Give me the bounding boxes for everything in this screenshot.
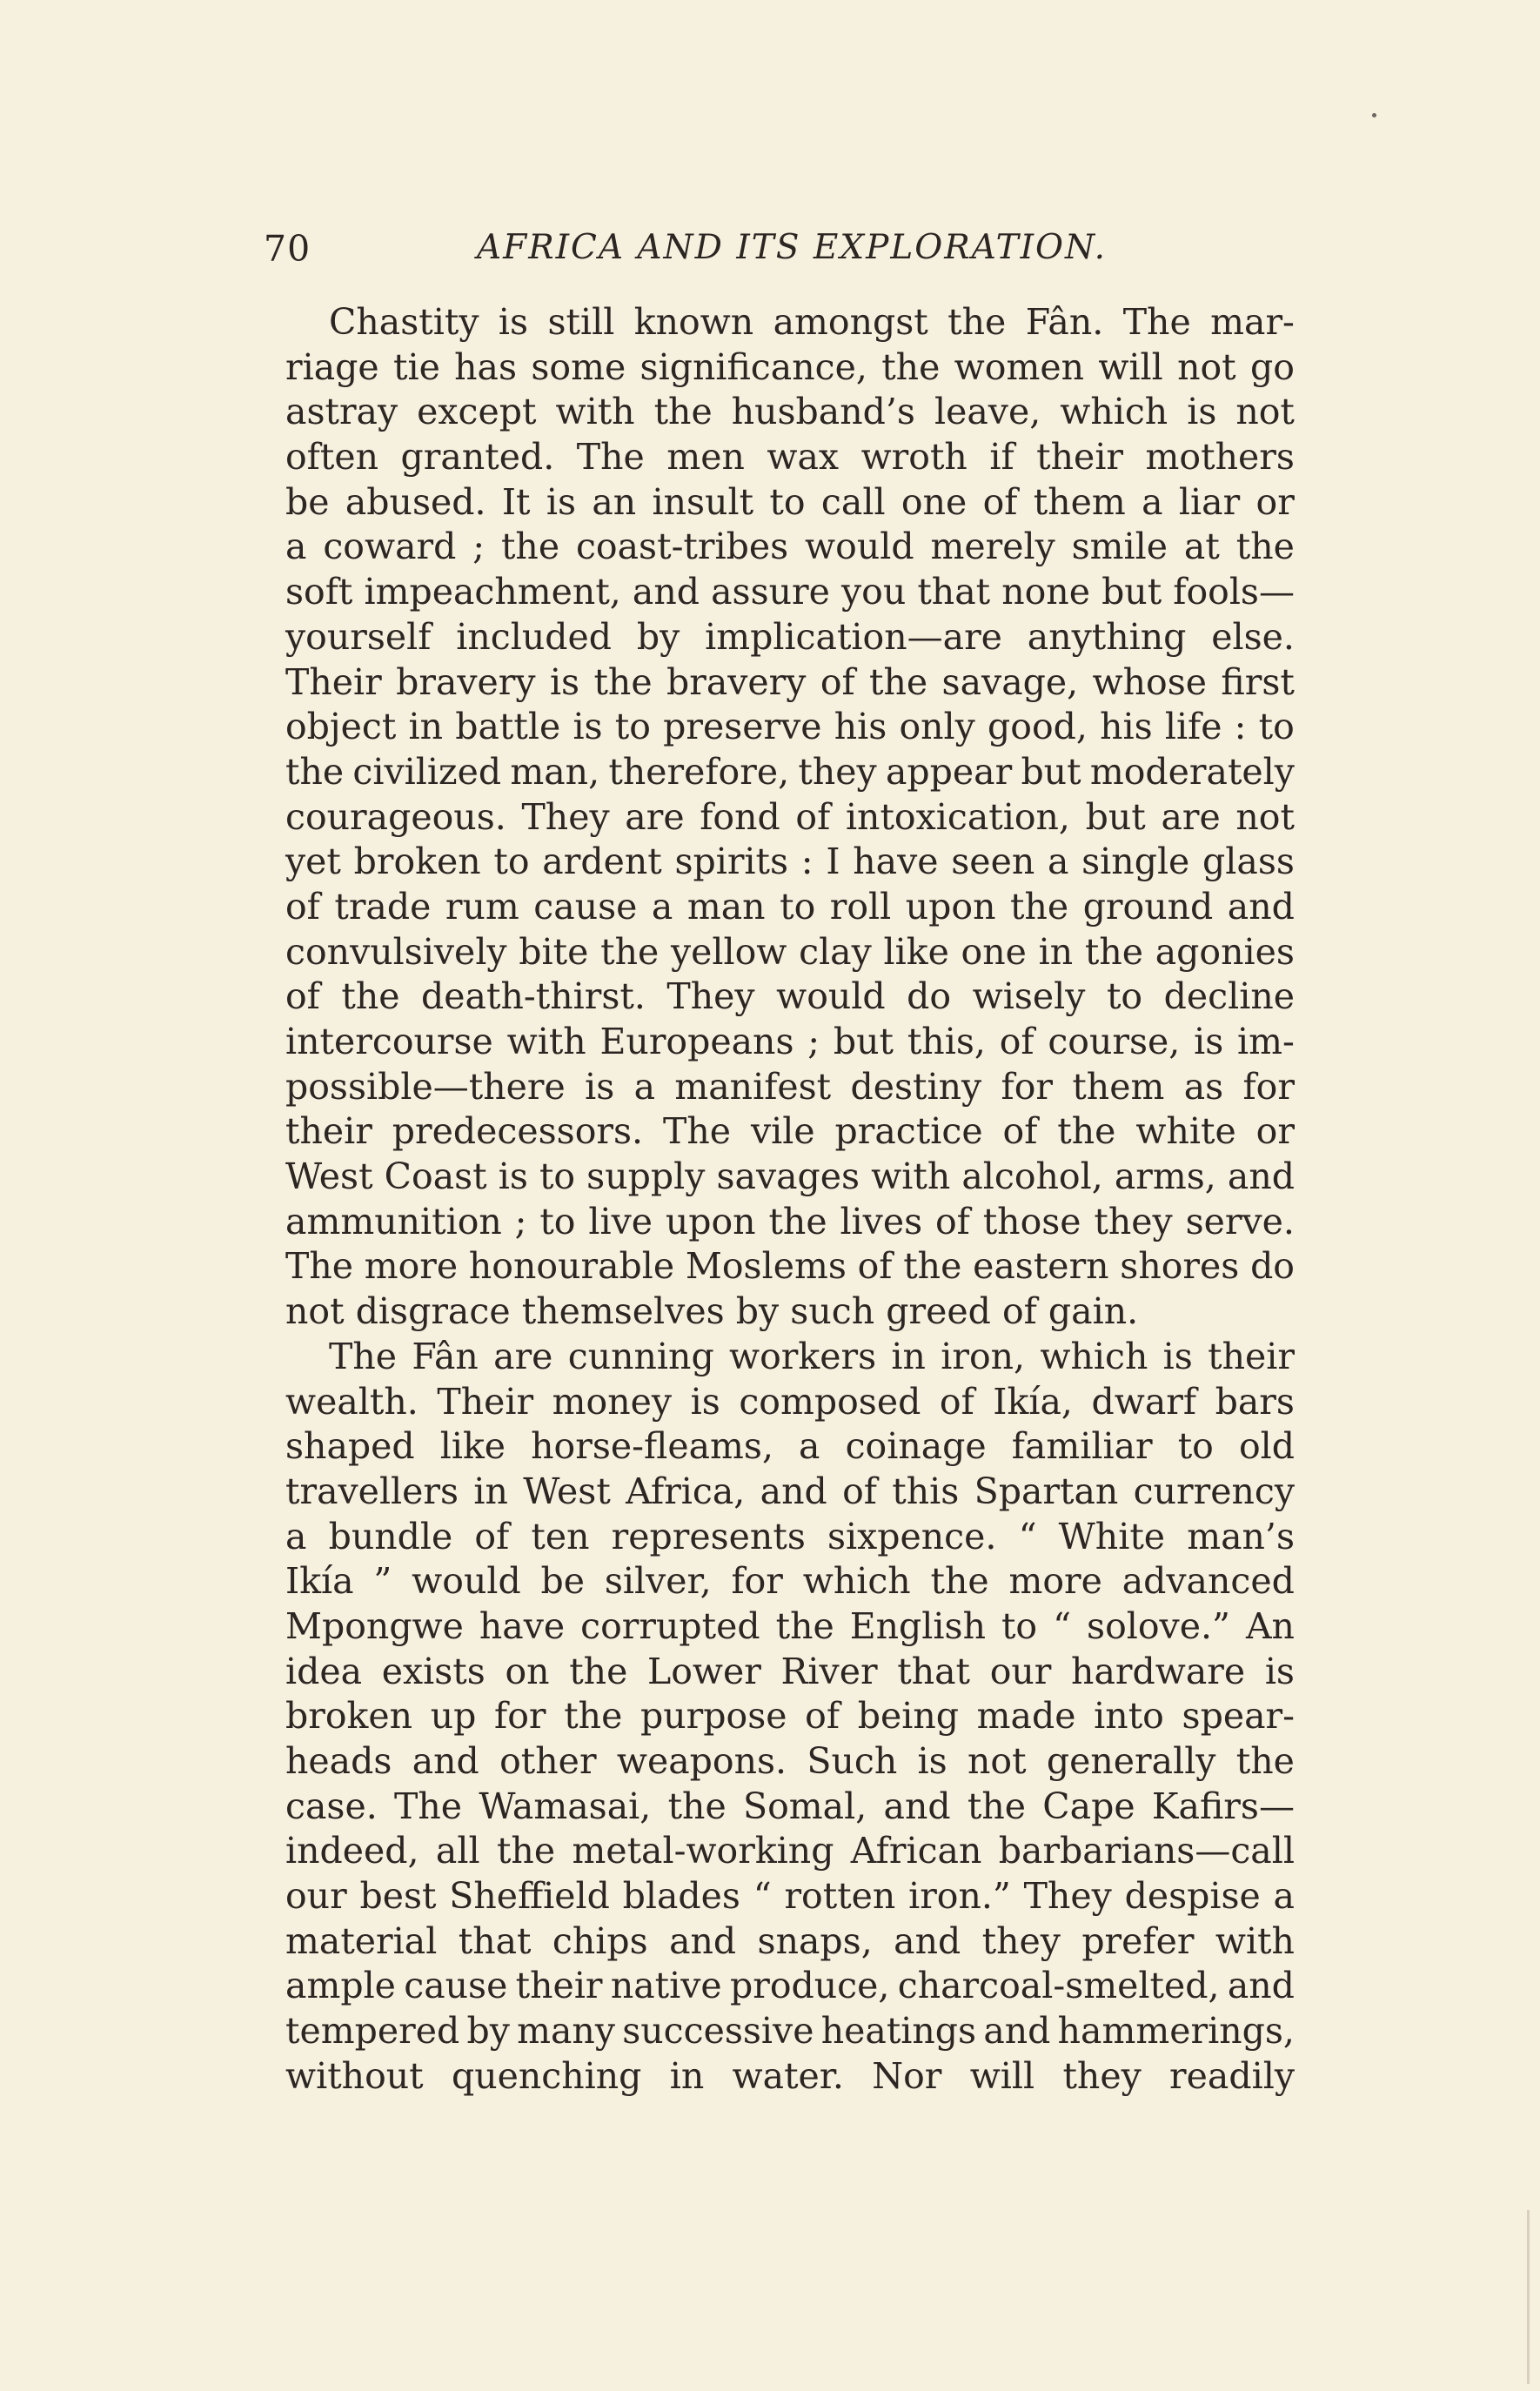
text-line: often granted. The men wax wroth if their mothers	[285, 436, 1295, 479]
body-text	[285, 300, 1295, 2100]
text-line: Their bravery is the bravery of the savage, whose first	[285, 660, 1295, 703]
text-line: yet broken to ardent spirits : I have seen a single glass	[285, 841, 1295, 883]
text-line: our best Sheffield blades “ rotten iron.” They despise a	[285, 1875, 1295, 1918]
text-line: a bundle of ten represents sixpence. “ White man’s	[285, 1515, 1295, 1557]
text-line: Ikía ” would be silver, for which the more advanced	[285, 1560, 1295, 1603]
text-line: riage tie has some significance, the women will not go	[285, 345, 1295, 388]
text-line: a coward ; the coast-tribes would merely smile at the	[285, 526, 1295, 568]
text-line: ammunition ; to live upon the lives of those they serve.	[285, 1200, 1295, 1242]
text-line: not disgrace themselves by such greed of gain.	[285, 1290, 1139, 1333]
text-line: of trade rum cause a man to roll upon the ground and	[285, 885, 1295, 928]
text-line: object in battle is to preserve his only good, his life : to	[285, 706, 1295, 748]
text-line: ample cause their native produce, charcoal-smelted, and	[285, 1965, 1295, 2007]
running-head	[264, 228, 1299, 280]
text-line: The Fân are cunning workers in iron, which is their	[329, 1335, 1295, 1377]
text-line: The more honourable Moslems of the eastern shores do	[285, 1245, 1295, 1288]
text-line: of the death-thirst. They would do wisely to decline	[285, 975, 1295, 1018]
paper-speck	[1372, 113, 1376, 117]
text-line: broken up for the purpose of being made into spear-	[285, 1695, 1295, 1738]
text-line: material that chips and snaps, and they prefer with	[285, 1919, 1295, 1962]
running-title: AFRICA AND ITS EXPLORATION.	[477, 228, 1108, 267]
text-line: Chastity is still known amongst the Fân. The mar-	[329, 301, 1295, 343]
text-line: travellers in West Africa, and of this Spartan currency	[285, 1470, 1295, 1512]
text-line: courageous. They are fond of intoxication, but are not	[285, 795, 1295, 838]
text-line: convulsively bite the yellow clay like one in the agonies	[285, 930, 1295, 973]
text-line: tempered by many successive heatings and hammerings,	[285, 2010, 1295, 2053]
text-line: wealth. Their money is composed of Ikía, dwarf bars	[285, 1380, 1295, 1423]
text-line: without quenching in water. Nor will they readily	[285, 2054, 1295, 2097]
text-line: soft impeachment, and assure you that none but fools—	[285, 571, 1295, 613]
text-line: be abused. It is an insult to call one of them a liar or	[285, 480, 1295, 523]
page-number: 70	[264, 228, 311, 270]
text-line: possible—there is a manifest destiny for them as for	[285, 1065, 1295, 1108]
text-line: idea exists on the Lower River that our hardware is	[285, 1650, 1295, 1692]
text-line: the civilized man, therefore, they appear but moderately	[285, 750, 1295, 793]
text-line: Mpongwe have corrupted the English to “ solove.” An	[285, 1604, 1295, 1647]
text-line: indeed, all the metal-working African barbarians—call	[285, 1830, 1295, 1872]
page-edge-shadow	[1527, 2210, 1530, 2384]
text-line: West Coast is to supply savages with alcohol, arms, and	[285, 1155, 1295, 1198]
text-line: shaped like horse-fleams, a coinage familiar to old	[285, 1425, 1295, 1468]
text-line: intercourse with Europeans ; but this, of course, is im-	[285, 1021, 1295, 1062]
text-line: their predecessors. The vile practice of the white or	[285, 1110, 1295, 1153]
text-line: heads and other weapons. Such is not generally the	[285, 1740, 1295, 1782]
text-line: yourself included by implication—are anything else.	[285, 615, 1295, 658]
text-line: astray except with the husband’s leave, which is not	[285, 391, 1295, 433]
text-line: case. The Wamasai, the Somal, and the Cape Kafirs—	[285, 1785, 1295, 1827]
